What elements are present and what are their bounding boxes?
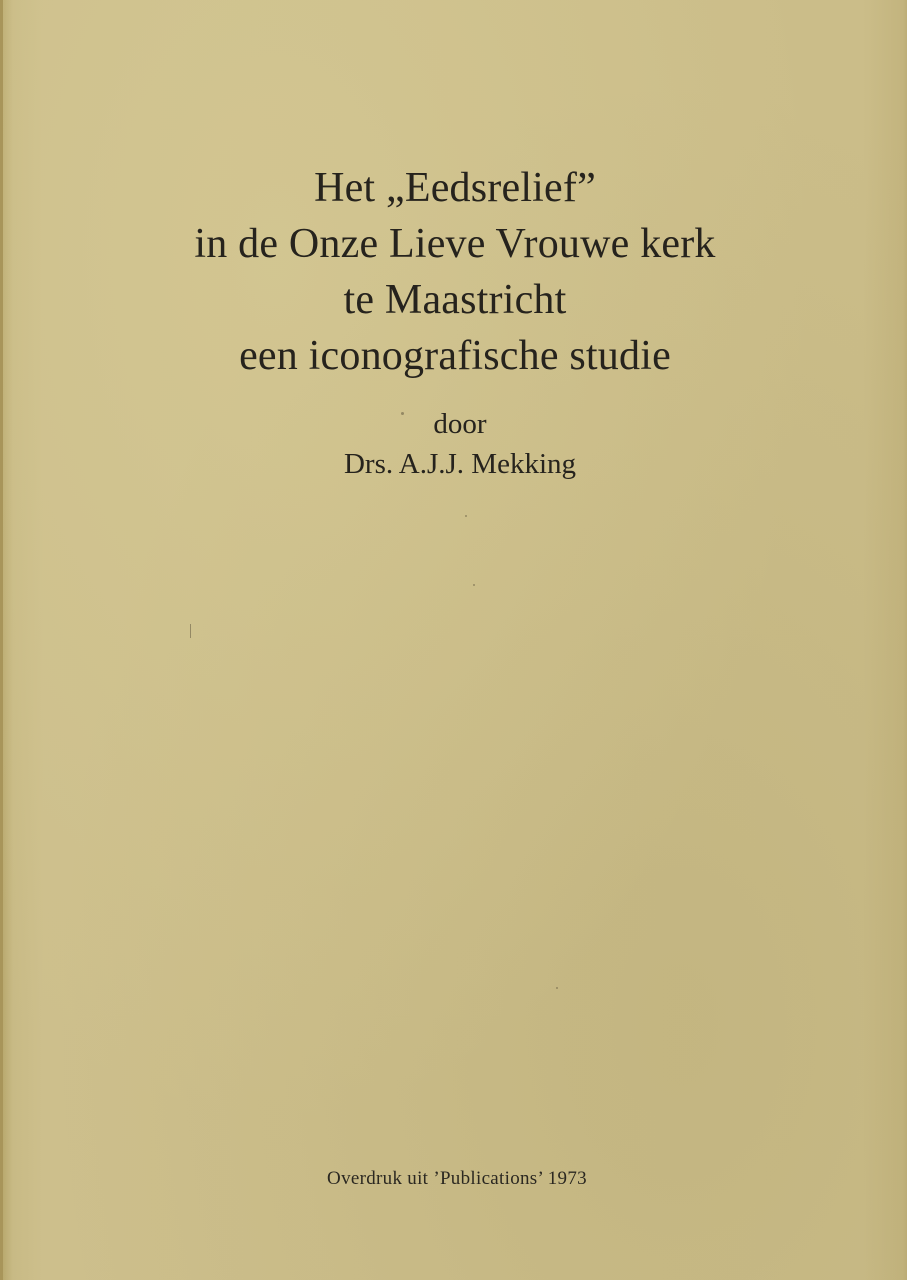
title-line-2: in de Onze Lieve Vrouwe kerk xyxy=(194,221,716,267)
paper-speck xyxy=(556,987,558,989)
title-block xyxy=(3,160,907,384)
paper-speck xyxy=(473,584,475,586)
paper-speck xyxy=(401,412,404,415)
author-block xyxy=(3,404,907,484)
paper-speck xyxy=(465,515,467,517)
offprint-note: Overdruk uit ’Publications’ 1973 xyxy=(327,1168,587,1189)
title-line-1: Het „Eedsrelief” xyxy=(314,165,596,211)
paper-speck xyxy=(190,624,191,638)
by-label: door xyxy=(433,408,487,440)
title-line-4: een iconografische studie xyxy=(239,333,671,379)
author-name: Drs. A.J.J. Mekking xyxy=(343,448,576,480)
title-line-3: te Maastricht xyxy=(343,277,567,323)
